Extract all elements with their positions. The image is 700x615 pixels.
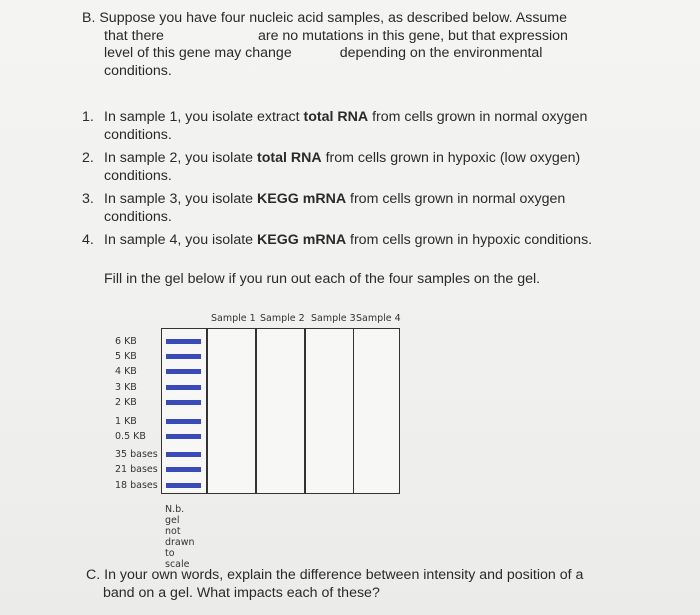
- ladder-band: [166, 452, 201, 457]
- sample-item-2: [82, 149, 642, 185]
- ladder-band: [166, 354, 201, 359]
- ladder-label: 5 KB: [115, 351, 137, 362]
- sample-number: 1.: [82, 109, 94, 125]
- part-c-question: [86, 566, 646, 602]
- part-c-line-1: C. In your own words, explain the difference between intensity and position of a: [86, 567, 584, 583]
- sample-text-post: from cells grown in hypoxic conditions.: [346, 232, 593, 248]
- ladder-label: 21 bases: [115, 464, 158, 475]
- sample-text-bold: total RNA: [257, 150, 322, 166]
- sample-text-post: from cells grown in normal oxygen: [346, 191, 566, 207]
- ladder-band: [166, 339, 201, 344]
- ladder-band: [166, 369, 201, 374]
- ladder-band: [166, 385, 201, 390]
- ladder-band: [166, 400, 201, 405]
- ladder-label: 4 KB: [115, 366, 137, 377]
- sample-number: 2.: [82, 150, 94, 166]
- ladder-label: 0.5 KB: [115, 431, 146, 442]
- ladder-label: 3 KB: [115, 382, 137, 393]
- intro-line-3b: depending on the environmental: [339, 45, 543, 61]
- sample-text-bold: KEGG mRNA: [257, 232, 347, 248]
- sample-text-bold: KEGG mRNA: [257, 191, 347, 207]
- ladder-band: [166, 419, 201, 424]
- ladder-label: 1 KB: [115, 416, 137, 427]
- ladder-label: 2 KB: [115, 397, 137, 408]
- sample-text-cont: conditions.: [104, 168, 172, 184]
- lane-label-3: Sample 3: [311, 313, 356, 324]
- sample-text-pre: In sample 2, you isolate: [104, 150, 257, 166]
- intro-line-2a: that there: [104, 27, 164, 44]
- sample-text-cont: conditions.: [104, 209, 172, 225]
- part-b-intro: [82, 10, 642, 80]
- intro-line-2: [82, 28, 642, 46]
- lane-label-1: Sample 1: [211, 313, 256, 324]
- sample-text-pre: In sample 3, you isolate: [104, 191, 257, 207]
- intro-line-3: [82, 45, 642, 63]
- sample-list: [82, 108, 642, 254]
- sample-item-4: [82, 231, 642, 249]
- sample-number: 3.: [82, 191, 94, 207]
- intro-line-1: B. Suppose you have four nucleic acid samples, as described below. Assume: [82, 10, 568, 26]
- gel-lane-4[interactable]: [353, 328, 400, 494]
- ladder-label: 35 bases: [115, 449, 158, 460]
- intro-line-4: conditions.: [104, 62, 172, 79]
- gel-lane-3[interactable]: [305, 328, 354, 494]
- sample-number: 4.: [82, 232, 94, 248]
- sample-text-bold: total RNA: [303, 109, 369, 125]
- sample-text-pre: In sample 4, you isolate: [104, 232, 257, 248]
- sample-item-1: [82, 108, 642, 144]
- lane-label-4: Sample 4: [356, 313, 401, 324]
- sample-text-pre: In sample 1, you isolate extract: [104, 109, 304, 125]
- gel-scale-note: N.b. gel not drawn to scale: [165, 504, 195, 570]
- ladder-label: 6 KB: [115, 336, 137, 347]
- intro-line-2b: are no mutations in this gene, but that expression: [257, 27, 568, 44]
- ladder-band: [166, 483, 201, 488]
- intro-line-3a: level of this gene may change: [104, 45, 292, 61]
- sample-text-post: from cells grown in normal oxygen: [368, 109, 588, 125]
- sample-text-post: from cells grown in hypoxic (low oxygen): [321, 150, 581, 166]
- ladder-label: 18 bases: [115, 480, 158, 491]
- sample-item-3: [82, 190, 642, 226]
- gel-lane-1[interactable]: [207, 328, 256, 494]
- part-c-line-2: band on a gel. What impacts each of these?: [103, 585, 380, 601]
- lane-label-2: Sample 2: [260, 313, 305, 324]
- ladder-band: [166, 434, 201, 439]
- ladder-band: [166, 467, 201, 472]
- sample-text-cont: conditions.: [104, 127, 172, 143]
- fill-instruction: Fill in the gel below if you run out each of the four samples on the gel.: [104, 271, 541, 287]
- gel-lane-2[interactable]: [256, 328, 305, 494]
